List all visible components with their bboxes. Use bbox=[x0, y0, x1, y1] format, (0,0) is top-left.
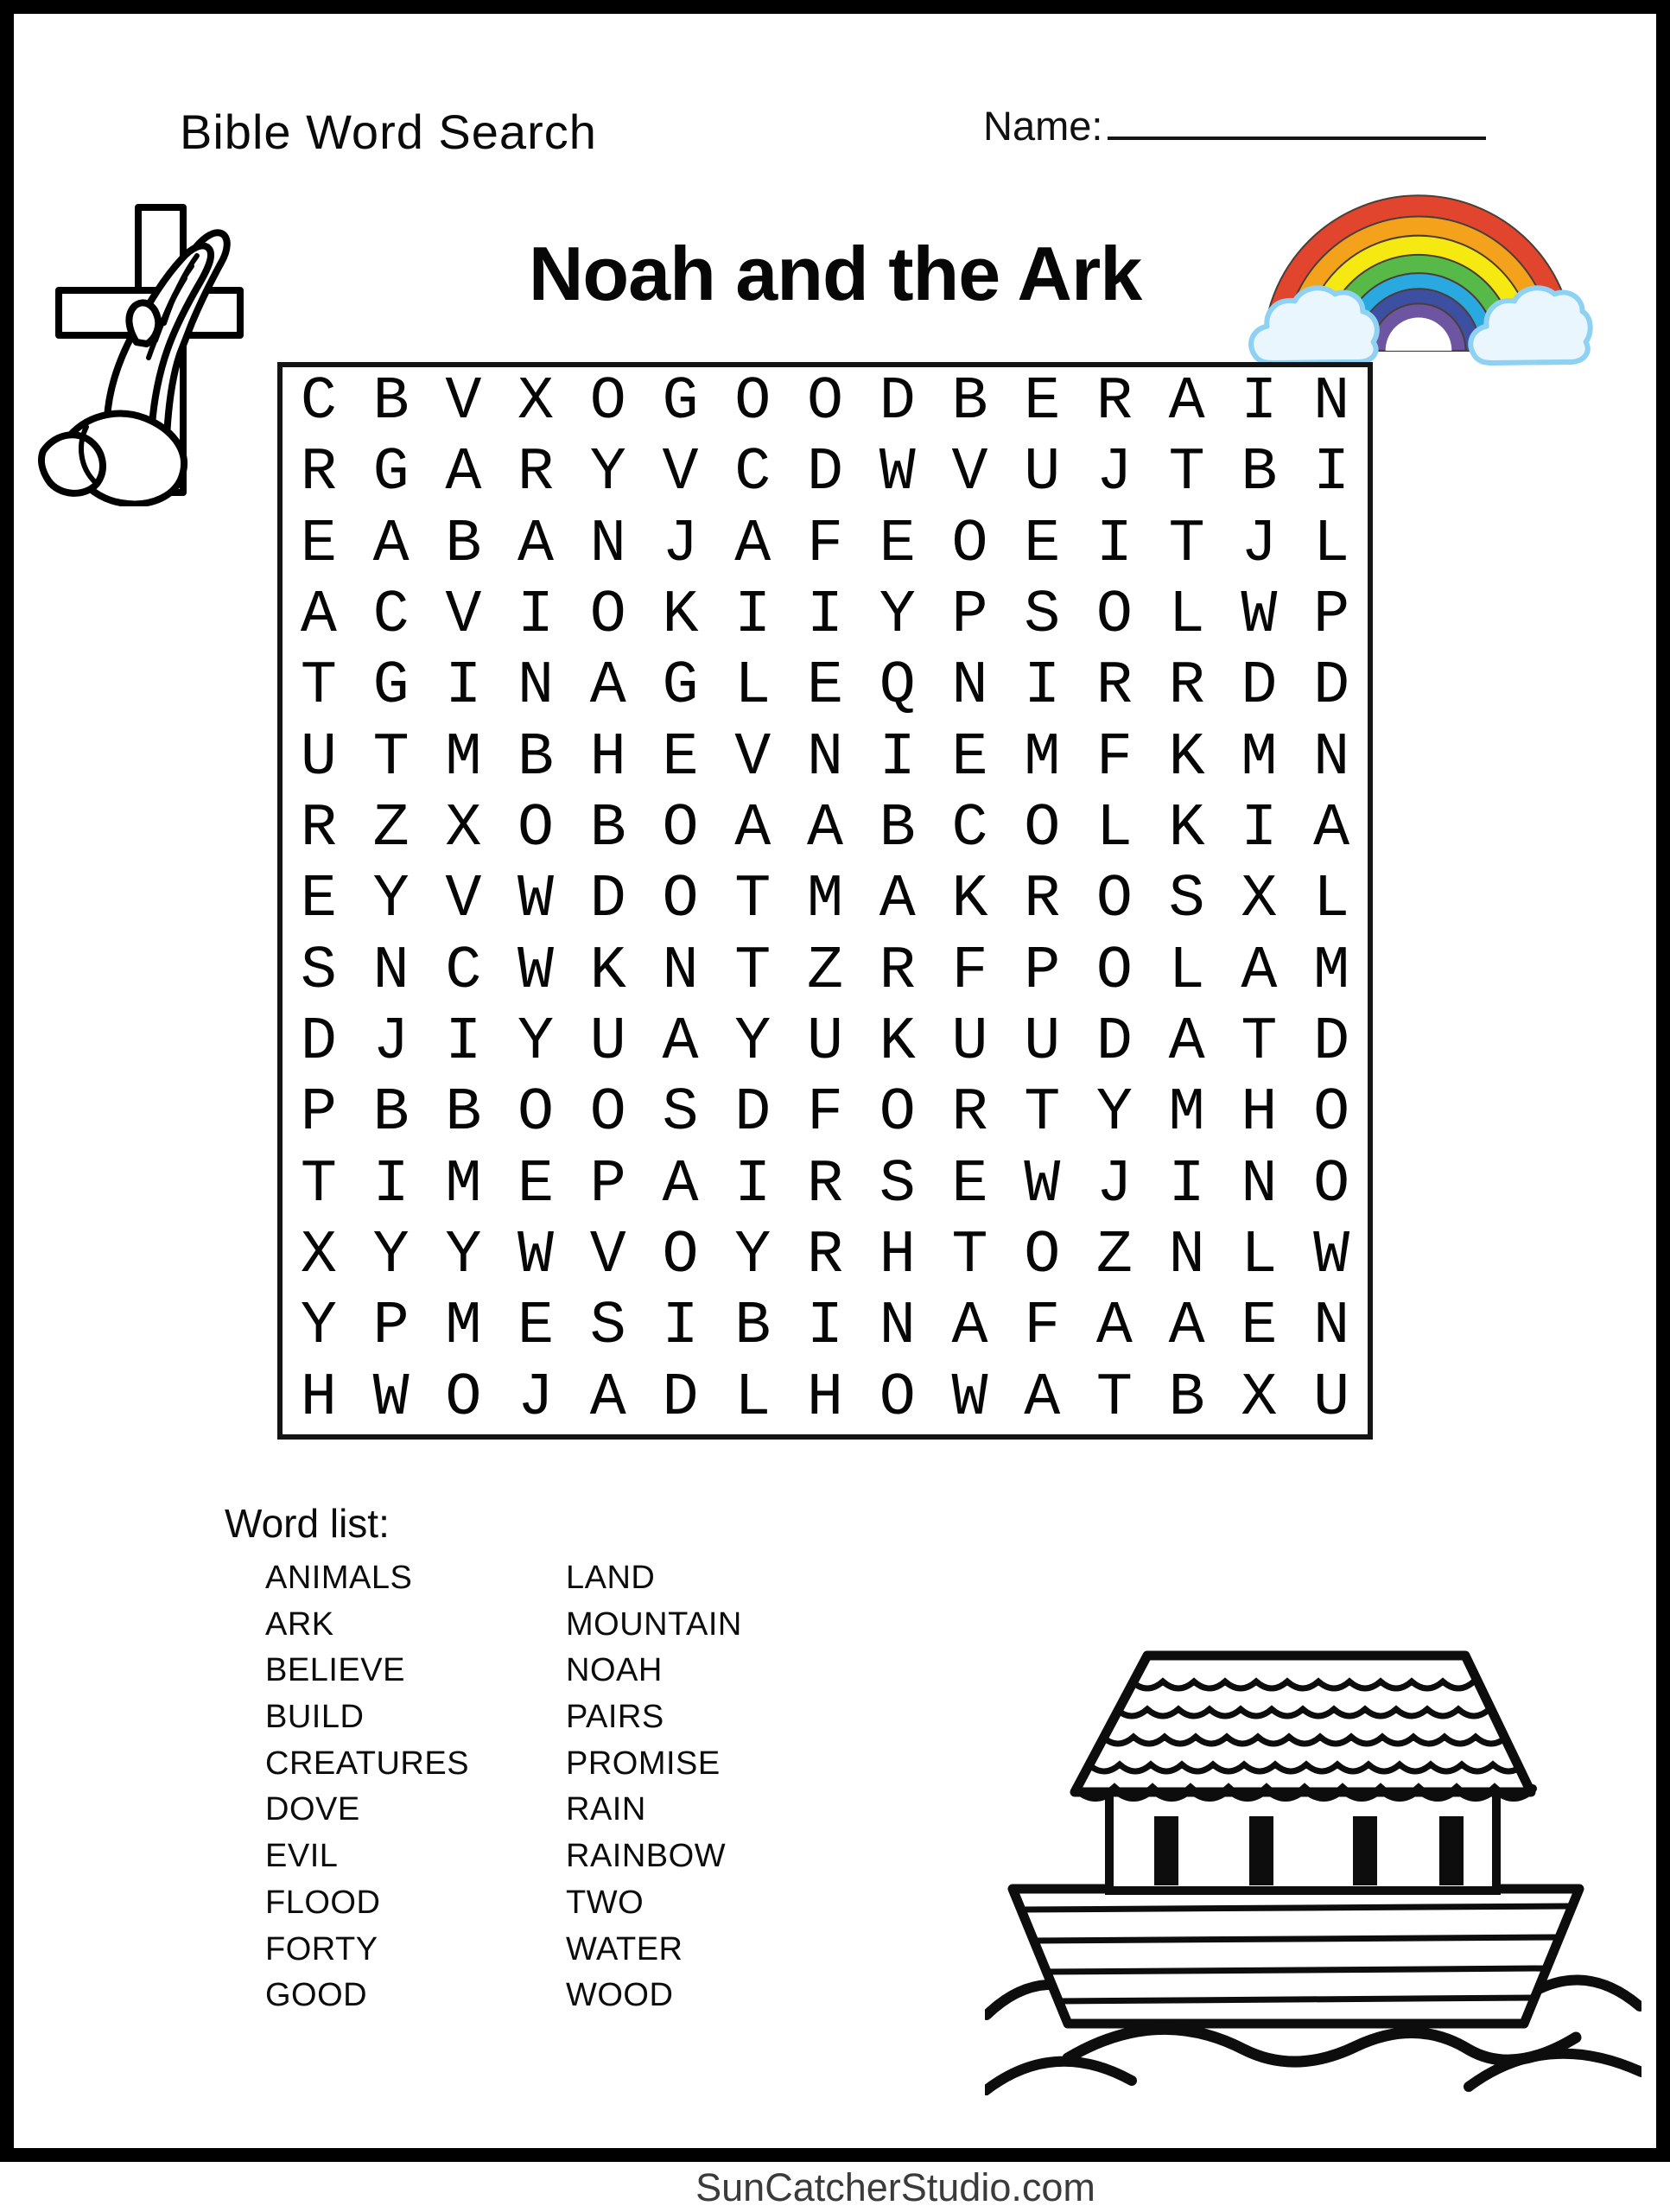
grid-letter: W bbox=[518, 937, 555, 1006]
grid-letter: R bbox=[879, 937, 916, 1006]
grid-letter: A bbox=[1313, 795, 1350, 864]
grid-letter: N bbox=[1168, 1222, 1205, 1291]
grid-letter: A bbox=[951, 1293, 988, 1362]
grid-letter: A bbox=[589, 1363, 626, 1433]
grid-letter: H bbox=[589, 723, 626, 792]
grid-letter: L bbox=[1241, 1222, 1278, 1291]
word-list-item: NOAH bbox=[566, 1652, 663, 1689]
grid-letter: D bbox=[589, 866, 626, 935]
grid-letter: V bbox=[589, 1222, 626, 1291]
grid-letter: I bbox=[1095, 510, 1133, 579]
grid-letter: C bbox=[734, 439, 772, 508]
grid-letter: L bbox=[734, 652, 772, 721]
site-credit: SunCatcherStudio.com bbox=[695, 2165, 1095, 2209]
grid-letter: T bbox=[372, 723, 410, 792]
grid-letter: T bbox=[1168, 439, 1205, 508]
grid-letter: I bbox=[806, 582, 843, 651]
grid-letter: I bbox=[445, 652, 482, 721]
grid-letter: I bbox=[372, 1150, 410, 1219]
word-list-item: FORTY bbox=[265, 1930, 378, 1967]
grid-letter: O bbox=[734, 368, 772, 437]
grid-letter: M bbox=[445, 723, 482, 792]
grid-letter: C bbox=[372, 582, 410, 651]
grid-letter: A bbox=[879, 866, 916, 935]
grid-letter: S bbox=[300, 937, 337, 1006]
cabin-window bbox=[1439, 1816, 1464, 1885]
grid-letter: U bbox=[806, 1008, 843, 1077]
grid-letter: O bbox=[518, 1079, 555, 1148]
grid-letter: A bbox=[662, 1150, 699, 1219]
grid-letter: P bbox=[372, 1293, 410, 1362]
word-list-item: ARK bbox=[265, 1605, 334, 1643]
grid-letter: A bbox=[662, 1008, 699, 1077]
grid-letter: A bbox=[300, 582, 337, 651]
grid-letter: I bbox=[1168, 1150, 1205, 1219]
grid-letter: K bbox=[662, 582, 699, 651]
grid-letter: S bbox=[1168, 866, 1205, 935]
grid-letter: S bbox=[879, 1150, 916, 1219]
grid-letter: F bbox=[951, 937, 988, 1006]
grid-letter: E bbox=[951, 723, 988, 792]
grid-letter: Y bbox=[372, 866, 410, 935]
grid-letter: N bbox=[951, 652, 988, 721]
grid-letter: O bbox=[662, 795, 699, 864]
grid-letter: R bbox=[951, 1079, 988, 1148]
grid-letter: R bbox=[806, 1150, 843, 1219]
grid-letter: S bbox=[1024, 582, 1061, 651]
grid-letter: M bbox=[1313, 937, 1350, 1006]
grid-letter: X bbox=[1241, 1363, 1278, 1433]
grid-letter: E bbox=[806, 652, 843, 721]
grid-letter: W bbox=[879, 439, 916, 508]
grid-letter: W bbox=[951, 1363, 988, 1433]
grid-letter: B bbox=[518, 723, 555, 792]
grid-letter: I bbox=[1313, 439, 1350, 508]
grid-letter: O bbox=[1024, 795, 1061, 864]
grid-letter: O bbox=[1024, 1222, 1061, 1291]
grid-letter: I bbox=[734, 582, 772, 651]
grid-letter: M bbox=[445, 1293, 482, 1362]
grid-letter: T bbox=[951, 1222, 988, 1291]
grid-letter: D bbox=[879, 368, 916, 437]
grid-letter: E bbox=[1241, 1293, 1278, 1362]
grid-letter: N bbox=[662, 937, 699, 1006]
wave bbox=[985, 2062, 1132, 2091]
grid-letter: R bbox=[300, 795, 337, 864]
grid-letter: O bbox=[951, 510, 988, 579]
grid-letter: H bbox=[1241, 1079, 1278, 1148]
grid-letter: Y bbox=[879, 582, 916, 651]
word-list-column-2 bbox=[566, 1555, 742, 2019]
grid-letter: W bbox=[1313, 1222, 1350, 1291]
grid-letter: A bbox=[1024, 1363, 1061, 1433]
grid-letter: A bbox=[518, 510, 555, 579]
grid-letter: Z bbox=[372, 795, 410, 864]
grid-letter: V bbox=[662, 439, 699, 508]
word-list-item: WOOD bbox=[566, 1977, 674, 2014]
grid-letter: G bbox=[372, 439, 410, 508]
grid-letter: S bbox=[589, 1293, 626, 1362]
grid-letter: L bbox=[1313, 510, 1350, 579]
grid-letter: M bbox=[1241, 723, 1278, 792]
grid-letter: V bbox=[445, 582, 482, 651]
grid-letter: D bbox=[734, 1079, 772, 1148]
hull-plank-line bbox=[1021, 1906, 1571, 1910]
grid-letter: K bbox=[879, 1008, 916, 1077]
grid-letter: Z bbox=[1095, 1222, 1133, 1291]
grid-letter: A bbox=[1168, 1293, 1205, 1362]
grid-letter: L bbox=[1313, 866, 1350, 935]
grid-letter: I bbox=[518, 582, 555, 651]
grid-letter: Y bbox=[1095, 1079, 1133, 1148]
grid-letter: O bbox=[879, 1363, 916, 1433]
word-search-grid bbox=[277, 362, 1373, 1440]
grid-letter: O bbox=[518, 795, 555, 864]
sleeve bbox=[41, 435, 103, 493]
grid-letter: U bbox=[300, 723, 337, 792]
grid-letter: E bbox=[1024, 510, 1061, 579]
grid-letter: Y bbox=[372, 1222, 410, 1291]
grid-letter: B bbox=[589, 795, 626, 864]
name-blank-line bbox=[1108, 137, 1486, 140]
grid-letter: R bbox=[300, 439, 337, 508]
cabin-window bbox=[1154, 1816, 1178, 1885]
grid-letter: B bbox=[372, 1079, 410, 1148]
grid-letter: Y bbox=[734, 1222, 772, 1291]
grid-letter: A bbox=[1241, 937, 1278, 1006]
word-list-item: TWO bbox=[566, 1884, 645, 1921]
grid-letter: K bbox=[951, 866, 988, 935]
grid-letter: O bbox=[662, 866, 699, 935]
name-label: Name: bbox=[983, 103, 1103, 149]
grid-letter: P bbox=[300, 1079, 337, 1148]
grid-letter: O bbox=[1095, 937, 1133, 1006]
grid-letter: W bbox=[518, 1222, 555, 1291]
word-list-item: WATER bbox=[566, 1930, 683, 1967]
grid-letter: U bbox=[1024, 439, 1061, 508]
grid-letter: O bbox=[445, 1363, 482, 1433]
hull-plank-line bbox=[1057, 1998, 1533, 2001]
grid-letter: W bbox=[518, 866, 555, 935]
grid-letter: E bbox=[879, 510, 916, 579]
grid-letter: N bbox=[806, 723, 843, 792]
grid-letter: I bbox=[662, 1293, 699, 1362]
grid-letter: B bbox=[734, 1293, 772, 1362]
grid-letter: E bbox=[1024, 368, 1061, 437]
grid-letter: W bbox=[1241, 582, 1278, 651]
rainbow-icon bbox=[1242, 166, 1595, 366]
grid-letter: X bbox=[1241, 866, 1278, 935]
grid-letter: J bbox=[518, 1363, 555, 1433]
grid-letter: N bbox=[372, 937, 410, 1006]
grid-letter: A bbox=[445, 439, 482, 508]
grid-letter: Y bbox=[734, 1008, 772, 1077]
grid-letter: L bbox=[1168, 937, 1205, 1006]
word-list-item: RAINBOW bbox=[566, 1838, 727, 1875]
grid-letter: J bbox=[1095, 1150, 1133, 1219]
grid-letter: O bbox=[1313, 1079, 1350, 1148]
grid-letter: Y bbox=[518, 1008, 555, 1077]
grid-letter: Q bbox=[879, 652, 916, 721]
grid-letter: I bbox=[879, 723, 916, 792]
grid-letter: B bbox=[445, 1079, 482, 1148]
grid-letter: R bbox=[1095, 652, 1133, 721]
grid-letter: T bbox=[1095, 1363, 1133, 1433]
grid-letter: E bbox=[300, 510, 337, 579]
grid-letter: D bbox=[300, 1008, 337, 1077]
grid-letter: U bbox=[951, 1008, 988, 1077]
grid-letter: N bbox=[518, 652, 555, 721]
grid-letter: K bbox=[1168, 723, 1205, 792]
grid-letter: Y bbox=[300, 1293, 337, 1362]
grid-letter: E bbox=[300, 866, 337, 935]
grid-letter: Y bbox=[589, 439, 626, 508]
grid-letter: L bbox=[734, 1363, 772, 1433]
grid-letter: A bbox=[734, 795, 772, 864]
grid-letter: O bbox=[1095, 582, 1133, 651]
grid-letter: E bbox=[662, 723, 699, 792]
grid-letter: P bbox=[1313, 582, 1350, 651]
grid-letter: A bbox=[1095, 1293, 1133, 1362]
word-list-label: Word list: bbox=[225, 1501, 390, 1546]
word-list-item: ANIMALS bbox=[265, 1560, 413, 1596]
grid-letter: D bbox=[806, 439, 843, 508]
page-title: Bible Word Search bbox=[180, 105, 597, 159]
grid-letter: N bbox=[589, 510, 626, 579]
cabin-window bbox=[1249, 1816, 1273, 1885]
grid-letter: N bbox=[1313, 1293, 1350, 1362]
word-list-item: GOOD bbox=[265, 1977, 368, 2014]
grid-letter: X bbox=[445, 795, 482, 864]
grid-letter: K bbox=[589, 937, 626, 1006]
word-list-item: LAND bbox=[566, 1560, 656, 1596]
grid-letter: R bbox=[1095, 368, 1133, 437]
word-list-item: PROMISE bbox=[566, 1745, 721, 1782]
grid-letter: I bbox=[1241, 795, 1278, 864]
word-list-item: RAIN bbox=[566, 1791, 646, 1828]
grid-letter: D bbox=[1095, 1008, 1133, 1077]
grid-letter: J bbox=[372, 1008, 410, 1077]
grid-letter: D bbox=[1313, 1008, 1350, 1077]
noahs-ark-icon bbox=[985, 1624, 1641, 2095]
grid-letter: F bbox=[1024, 1293, 1061, 1362]
grid-letter: J bbox=[1095, 439, 1133, 508]
grid-letter: M bbox=[806, 866, 843, 935]
word-list-item: BUILD bbox=[265, 1699, 365, 1736]
grid-letter: P bbox=[589, 1150, 626, 1219]
grid-letter: J bbox=[1241, 510, 1278, 579]
grid-letter: H bbox=[806, 1363, 843, 1433]
grid-letter: I bbox=[806, 1293, 843, 1362]
grid-letter: B bbox=[1241, 439, 1278, 508]
grid-letter: L bbox=[1095, 795, 1133, 864]
grid-letter: E bbox=[518, 1293, 555, 1362]
grid-letter: Y bbox=[445, 1222, 482, 1291]
grid-letter: H bbox=[879, 1222, 916, 1291]
grid-letter: O bbox=[1095, 866, 1133, 935]
grid-letter: T bbox=[734, 866, 772, 935]
word-list-column-1 bbox=[265, 1555, 469, 2019]
grid-letter: C bbox=[951, 795, 988, 864]
grid-letter: E bbox=[518, 1150, 555, 1219]
grid-letter: W bbox=[1024, 1150, 1061, 1219]
grid-letter: M bbox=[1024, 723, 1061, 792]
grid-letter: T bbox=[734, 937, 772, 1006]
grid-letter: N bbox=[1313, 723, 1350, 792]
grid-letter: F bbox=[806, 510, 843, 579]
grid-letter: H bbox=[300, 1363, 337, 1433]
grid-letter: G bbox=[662, 368, 699, 437]
grid-letter: A bbox=[589, 652, 626, 721]
grid-letter: T bbox=[1168, 510, 1205, 579]
grid-letter: R bbox=[1168, 652, 1205, 721]
grid-letter: I bbox=[734, 1150, 772, 1219]
word-list-item: CREATURES bbox=[265, 1745, 470, 1782]
grid-letter: J bbox=[662, 510, 699, 579]
grid-letter: O bbox=[1313, 1150, 1350, 1219]
grid-letter: A bbox=[1168, 1008, 1205, 1077]
grid-letter: O bbox=[806, 368, 843, 437]
word-list-item: DOVE bbox=[265, 1791, 360, 1828]
cabin-window bbox=[1353, 1816, 1377, 1885]
grid-letter: K bbox=[1168, 795, 1205, 864]
cloud-left bbox=[1251, 288, 1377, 363]
grid-letter: V bbox=[734, 723, 772, 792]
grid-letter: D bbox=[1241, 652, 1278, 721]
grid-letter: V bbox=[951, 439, 988, 508]
grid-letter: Z bbox=[806, 937, 843, 1006]
grid-letter: R bbox=[518, 439, 555, 508]
grid-letter: O bbox=[589, 582, 626, 651]
grid-letter: W bbox=[372, 1363, 410, 1433]
grid-letter: B bbox=[445, 510, 482, 579]
grid-letter: O bbox=[589, 368, 626, 437]
grid-letter: N bbox=[879, 1293, 916, 1362]
grid-letter: V bbox=[445, 368, 482, 437]
grid-letter: I bbox=[1024, 652, 1061, 721]
grid-letter: N bbox=[1313, 368, 1350, 437]
grid-letter: S bbox=[662, 1079, 699, 1148]
grid-letter: A bbox=[1168, 368, 1205, 437]
grid-letter: O bbox=[662, 1222, 699, 1291]
hull-plank-line bbox=[1033, 1937, 1559, 1941]
grid-letter: B bbox=[879, 795, 916, 864]
grid-letter: O bbox=[879, 1079, 916, 1148]
grid-letter: U bbox=[1313, 1363, 1350, 1433]
grid-letter: P bbox=[951, 582, 988, 651]
word-list-item: FLOOD bbox=[265, 1884, 381, 1921]
name-field bbox=[983, 102, 1486, 149]
grid-letter: L bbox=[1168, 582, 1205, 651]
word-list-item: MOUNTAIN bbox=[566, 1605, 742, 1643]
grid-letter: B bbox=[372, 368, 410, 437]
grid-letter: C bbox=[300, 368, 337, 437]
grid-letter: R bbox=[1024, 866, 1061, 935]
grid-letter: F bbox=[806, 1079, 843, 1148]
grid-letter: T bbox=[300, 652, 337, 721]
grid-letter: D bbox=[662, 1363, 699, 1433]
grid-letter: I bbox=[445, 1008, 482, 1077]
grid-letter: V bbox=[445, 866, 482, 935]
grid-letter: X bbox=[518, 368, 555, 437]
grid-letter: T bbox=[1024, 1079, 1061, 1148]
grid-letter: C bbox=[445, 937, 482, 1006]
grid-letter: A bbox=[806, 795, 843, 864]
grid-letter: R bbox=[806, 1222, 843, 1291]
grid-letter: E bbox=[951, 1150, 988, 1219]
grid-letter: M bbox=[1168, 1079, 1205, 1148]
grid-letter: T bbox=[300, 1150, 337, 1219]
grid-letter: F bbox=[1095, 723, 1133, 792]
grid-letter: U bbox=[1024, 1008, 1061, 1077]
puzzle-title: Noah and the Ark bbox=[528, 231, 1142, 316]
grid-letter: P bbox=[1024, 937, 1061, 1006]
word-list-item: BELIEVE bbox=[265, 1652, 405, 1689]
grid-letter: A bbox=[734, 510, 772, 579]
grid-letter: G bbox=[372, 652, 410, 721]
grid-letter: N bbox=[1241, 1150, 1278, 1219]
grid-letter: A bbox=[372, 510, 410, 579]
grid-letter: T bbox=[1241, 1008, 1278, 1077]
grid-letter: U bbox=[589, 1008, 626, 1077]
grid-letter: D bbox=[1313, 652, 1350, 721]
grid-letter: G bbox=[662, 652, 699, 721]
wave-front bbox=[1068, 2029, 1576, 2062]
grid-letter: B bbox=[951, 368, 988, 437]
grid-letter: O bbox=[589, 1079, 626, 1148]
hull-plank-line bbox=[1045, 1968, 1545, 1972]
grid-letter: M bbox=[445, 1150, 482, 1219]
word-list-item: PAIRS bbox=[566, 1699, 664, 1736]
word-list-item: EVIL bbox=[265, 1838, 339, 1875]
grid-letter: I bbox=[1241, 368, 1278, 437]
grid-letter: X bbox=[300, 1222, 337, 1291]
grid-letter: B bbox=[1168, 1363, 1205, 1433]
